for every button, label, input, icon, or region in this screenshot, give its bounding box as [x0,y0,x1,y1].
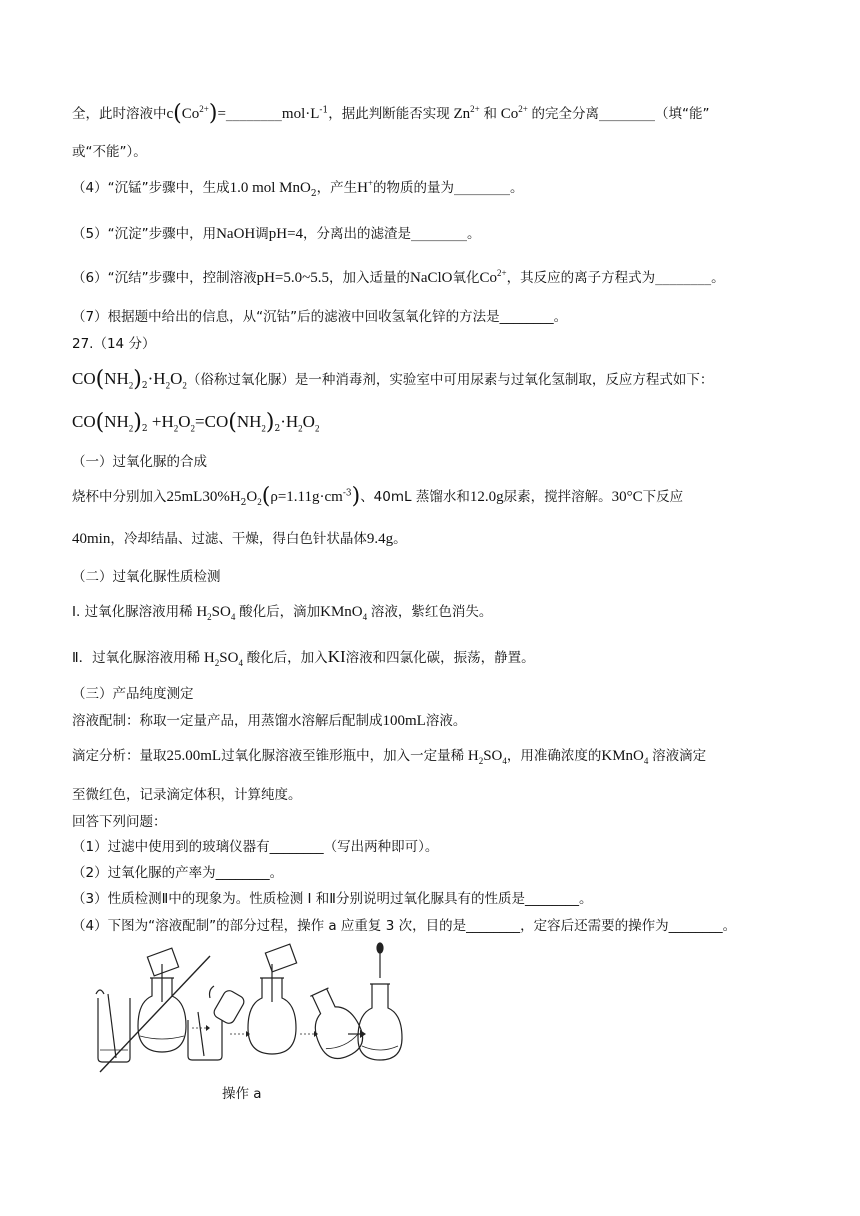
answer-blank: ________ [655,270,712,286]
formula: 9.4g [366,531,394,547]
text: 或“不能”）。 [72,144,147,160]
question-7 [72,307,800,327]
text: 。 [393,531,407,547]
text: Ⅱ．过氧化脲溶液用稀 [72,650,201,666]
text: 烧杯中分别加入 [72,489,167,505]
text: 溶液和四氯化碳，振荡，静置。 [345,650,535,666]
text: 。 [467,226,481,242]
text: 的物质的量为 [373,180,454,196]
formula: KI [327,647,346,666]
formula: 30°C [611,489,643,505]
test-i: I. 过氧化脲溶液用稀 $H_2SO_4$ 酸化后，滴加KMnO$_4$ 溶液，紫红色消失。 [72,604,493,622]
text: ，定容后还需要的操作为 [520,918,669,934]
unit: mol·L [281,106,320,122]
question-4: （4）“沉锰”步骤中，生成1.0 mol MnO$_2$，产生H+的物质的量为________。 [72,178,524,199]
text-line-1: 全，此时溶液中$c(Co^{2+})=\_\_\_\_\_\_\_\_mol\cdot L^{-1}$，据此判断能否实现 $Zn^{2+}$ 和 $Co^{2+}$ 的完全分离________（填“能” [72,101,710,126]
question-5 [72,224,800,244]
text: ，加入适量的 [329,270,410,286]
figure-caption: 操作 a [222,1086,262,1102]
formula: NaOH [216,226,256,242]
text: 至微红色，记录滴定体积，计算纯度。 [72,787,302,803]
volumetric-flask-with-dropper-icon [358,943,402,1060]
text: 和 [483,106,497,122]
answer-blank: ________ [215,865,270,881]
text: 27.（14 分） [72,336,156,352]
answer-blank: ________ [411,226,468,242]
text: （三）产品纯度测定 [72,686,194,702]
answer-4 [72,916,800,936]
text: （6）“沉结”步骤中，控制溶液 [72,270,257,286]
section-3-heading [72,684,800,704]
text: （1）过滤中使用到的玻璃仪器有 [72,839,270,855]
text: 回答下列问题： [72,814,167,830]
answer-blank: ________ [599,106,656,122]
text: 过氧化脲溶液至锥形瓶中，加入一定量稀 [221,748,465,764]
text: 全，此时溶液中 [72,106,167,122]
text: 溶液配制：称取一定量产品，用蒸馏水溶解后配制成 [72,713,383,729]
beaker-icon [96,990,130,1062]
wash-bottle-icon [188,986,246,1060]
swirling-flask-icon [299,983,368,1065]
answer-blank: ________ [499,309,554,325]
formula: ρ=1.11g·cm [270,489,343,505]
answer-blank: ________ [454,180,510,196]
text: ，冷却结晶、过滤、干燥，得白色针状晶体 [110,531,367,547]
formula: 25.00mL [166,748,222,764]
text: 滴定分析：量取 [72,748,167,764]
text: ，其反应的离子方程式为 [506,270,656,286]
text: 溶液，紫红色消失。 [370,604,493,620]
text: ，据此判断能否实现 [328,106,450,122]
text: （俗称过氧化脲）是一种消毒剂，实验室中可用尿素与过氧化氢制取，反应方程式如下： [186,372,714,388]
formula: 100mL [382,713,426,729]
text: （2）过氧化脲的产率为 [72,865,216,881]
text: （4）“沉锰”步骤中，生成 [72,180,230,196]
titration-line-1: 滴定分析：量取25.00mL过氧化脲溶液至锥形瓶中，加入一定量稀 $H_2SO_4$，用准确浓度的KMnO$_4$ 溶液滴定 [72,748,707,766]
section-1-heading [72,452,800,472]
text: 溶液滴定 [652,748,707,764]
text: 氧化 [452,270,480,286]
text: 。 [553,309,568,325]
text: 。 [269,865,284,881]
text: （填“能” [655,106,710,122]
question-6: （6）“沉结”步骤中，控制溶液pH=5.0~5.5，加入适量的NaClO氧化$Co^{2+}$，其反应的离子方程式为________。 [72,268,725,286]
reaction-equation: $CO(NH_2)_2 +H_2O_2=CO(NH_2)_2\cdot H_2O_2$ [72,410,320,435]
text-line-2 [72,142,800,162]
answer-blank: ________ [225,106,282,122]
answer-3 [72,889,800,909]
text: （写出两种即可）。 [323,839,439,855]
test-ii: Ⅱ．过氧化脲溶液用稀 $H_2SO_4$ 酸化后，加入KI溶液和四氯化碳，振荡，静置。 [72,647,535,668]
text: 的完全分离 [531,106,600,122]
text: 酸化后，加入 [246,650,328,666]
text: （一）过氧化脲的合成 [72,454,207,470]
text: 、40mL 蒸馏水和 [360,489,470,505]
text: 酸化后，滴加 [239,604,321,620]
text: 。 [510,180,524,196]
answer-1 [72,837,800,857]
text: 。 [578,891,593,907]
answer-blank: ________ [269,839,324,855]
volumetric-flask-icon [138,948,186,1052]
text: ，分离出的滤渣是 [303,226,412,242]
volumetric-flask-icon [248,944,297,1054]
text: （4）下图为“溶液配制”的部分过程，操作 a 应重复 3 次，目的是 [72,918,467,934]
text: （5）“沉淀”步骤中，用 [72,226,217,242]
answer-blank: ________ [466,918,521,934]
solution-prep [72,711,800,731]
text: 尿素，搅拌溶解。 [503,489,612,505]
answer-prompt [72,812,800,832]
answer-blank: ________ [668,918,723,934]
formula: 12.0g [469,489,504,505]
formula: 40min [72,531,111,547]
synthesis-line-1: 烧杯中分别加入$25mL30\%H_2O_2(\rho=1.11g\cdot cm^{-3})$、40mL 蒸馏水和12.0g尿素，搅拌溶解。30°C下反应 [72,484,684,509]
solution-preparation-figure [90,938,410,1078]
text: （3）性质检测Ⅱ中的现象为。性质检测 I 和Ⅱ分别说明过氧化脲具有的性质是 [72,891,525,907]
synthesis-line-2 [72,529,800,549]
formula: pH=4 [268,226,304,242]
formula: 1.0 mol MnO [229,180,311,196]
answer-2 [72,863,800,883]
section-2-heading [72,567,800,587]
text: 溶液。 [425,713,467,729]
text: 。 [711,270,725,286]
text: 。 [722,918,737,934]
question-27-heading [72,334,800,354]
text: 下反应 [642,489,684,505]
text: ，用准确浓度的 [506,748,602,764]
intro-line: $CO(NH_2)_2\cdot H_2O_2$（俗称过氧化脲）是一种消毒剂，实验室中可用尿素与过氧化氢制取，反应方程式如下： [72,367,714,392]
titration-line-2 [72,785,800,805]
text: （二）过氧化脲性质检测 [72,569,221,585]
answer-blank: ________ [524,891,579,907]
glass-rod [100,956,210,1072]
text: I. 过氧化脲溶液用稀 [72,604,193,620]
text: 调 [255,226,269,242]
formula: pH=5.0~5.5 [256,270,329,286]
formula: 25mL30%H [166,489,241,505]
text: （7）根据题中给出的信息，从“沉钴”后的滤液中回收氢氧化锌的方法是 [72,309,500,325]
text: ，产生 [316,180,358,196]
formula: NaClO [410,270,453,286]
